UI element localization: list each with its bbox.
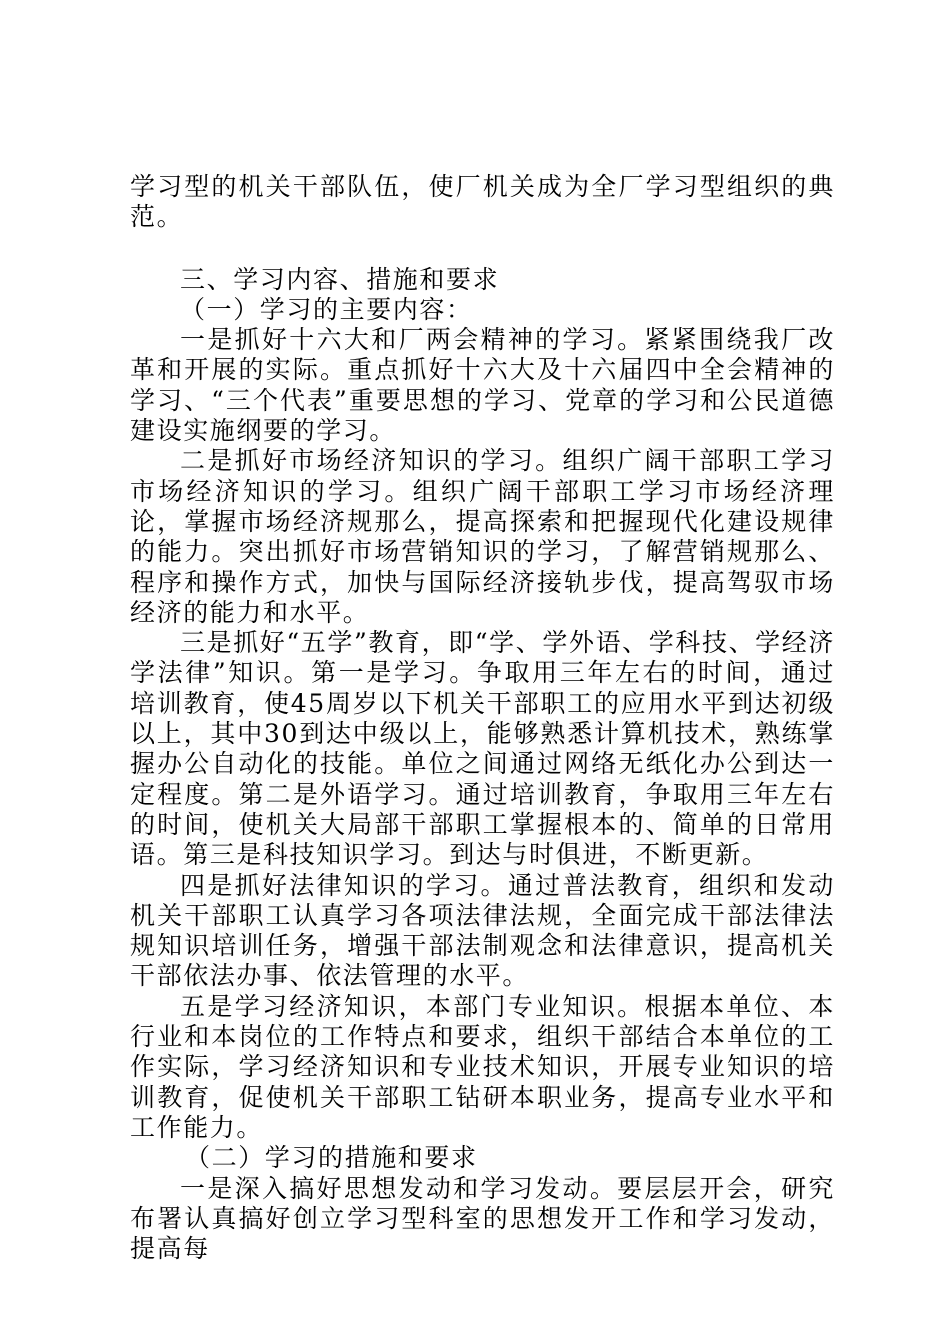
paragraph: 五是学习经济知识，本部门专业知识。根据本单位、本行业和本岗位的工作特点和要求，组织干部结合本单位的工作实际，学习经济知识和专业技术知识，开展专业知识的培训教育，促使机关干部职工钻研本职业务，提高专业水平和工作能力。 xyxy=(130,991,835,1142)
paragraph: 一是抓好十六大和厂两会精神的学习。紧紧围绕我厂改革和开展的实际。重点抓好十六大及十六届四中全会精神的学习、“三个代表”重要思想的学习、党章的学习和公民道德建设实施纲要的学习。 xyxy=(130,325,835,446)
paragraph: 四是抓好法律知识的学习。通过普法教育，组织和发动机关干部职工认真学习各项法律法规，全面完成干部法律法规知识培训任务，增强干部法制观念和法律意识，提高机关干部依法办事、依法管理的水平。 xyxy=(130,870,835,991)
subsection-heading: （二）学习的措施和要求 xyxy=(185,1143,478,1173)
paragraph-continuation: 学习型的机关干部队伍，使厂机关成为全厂学习型组织的典范。 xyxy=(130,172,835,232)
section-heading: 三、学习内容、措施和要求 xyxy=(180,264,500,294)
subsection-heading: （一）学习的主要内容： xyxy=(180,294,473,324)
paragraph: 一是深入搞好思想发动和学习发动。要层层开会，研究布署认真搞好创立学习型科室的思想发开工作和学习发动，提高每 xyxy=(130,1173,835,1264)
document-body xyxy=(130,172,835,1264)
paragraph: 二是抓好市场经济知识的学习。组织广阔干部职工学习市场经济知识的学习。组织广阔干部职工学习市场经济理论，掌握市场经济规那么，提高探索和把握现代化建设规律的能力。突出抓好市场营销知识的学习，了解营销规那么、程序和操作方式，加快与国际经济接轨步伐，提高驾驭市场经济的能力和水平。 xyxy=(130,446,835,627)
paragraph: 三是抓好“五学”教育，即“学、学外语、学科技、学经济学法律”知识。第一是学习。争取用三年左右的时间，通过培训教育，使45周岁以下机关干部职工的应用水平到达初级以上，其中30到达中级以上，能够熟悉计算机技术，熟练掌握办公自动化的技能。单位之间通过网络无纸化办公到达一定程度。第二是外语学习。通过培训教育，争取用三年左右的时间，使机关大局部干部职工掌握根本的、简单的日常用语。第三是科技知识学习。到达与时俱进，不断更新。 xyxy=(130,628,835,870)
